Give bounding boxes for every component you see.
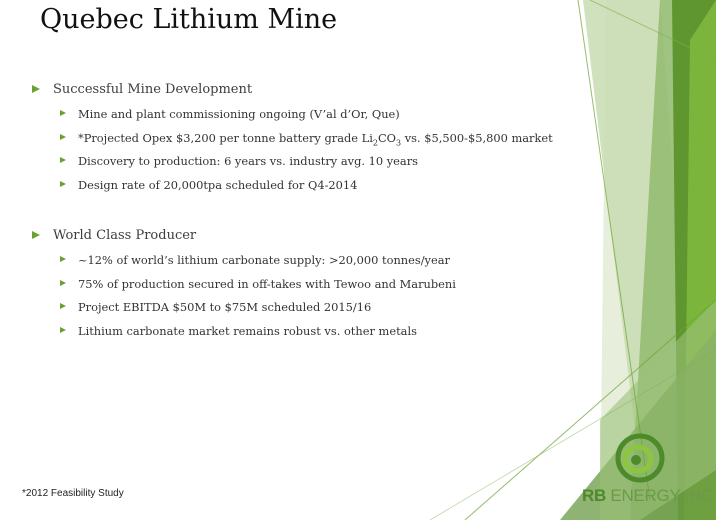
- list-item: [32, 275, 456, 299]
- footnote: *2012 Feasibility Study: [22, 488, 124, 499]
- list-item: [32, 176, 553, 200]
- list-item: [32, 298, 456, 322]
- list-item: [32, 251, 456, 275]
- section-heading-text: World Class Producer: [53, 228, 197, 243]
- triangle-bullet-icon: [60, 256, 66, 262]
- triangle-bullet-icon: [60, 280, 66, 286]
- triangle-bullet-icon: [60, 303, 66, 309]
- logo-mark-text: RB: [582, 486, 606, 505]
- triangle-bullet-icon: [60, 110, 66, 116]
- logo-name-text: ENERGY INC: [610, 486, 713, 505]
- list-item-text: Lithium carbonate market remains robust vs. other metals: [78, 324, 417, 339]
- list-item-text: Design rate of 20,000tpa scheduled for Q4-2014: [78, 178, 358, 193]
- list-item-text: Project EBITDA $50M to $75M scheduled 2015/16: [78, 300, 372, 315]
- list-item-text: Discovery to production: 6 years vs. industry avg. 10 years: [78, 154, 418, 169]
- section-heading-text: Successful Mine Development: [53, 82, 253, 97]
- triangle-bullet-icon: [60, 327, 66, 333]
- list-item-text: ~12% of world’s lithium carbonate supply: >20,000 tonnes/year: [78, 253, 450, 267]
- triangle-bullet-icon: [32, 85, 40, 93]
- logo-swirl-icon: [582, 432, 708, 486]
- slide-title: Quebec Lithium Mine: [40, 4, 338, 35]
- triangle-bullet-icon: [60, 157, 66, 163]
- triangle-bullet-icon: [32, 231, 40, 239]
- list-item: [32, 105, 553, 129]
- section-mine-development: [32, 79, 553, 200]
- list-item: [32, 129, 553, 153]
- list-item: [32, 152, 553, 176]
- triangle-bullet-icon: [60, 181, 66, 187]
- list-item-text: 75% of production secured in off-takes with Tewoo and Marubeni: [78, 276, 456, 291]
- section-heading: [32, 79, 553, 101]
- section-heading: [32, 225, 456, 247]
- triangle-bullet-icon: [60, 134, 66, 140]
- logo-wordmark: [582, 486, 713, 506]
- section-world-class-producer: [32, 225, 456, 346]
- company-logo: [582, 432, 713, 510]
- list-item-text: *Projected Opex $3,200 per tonne battery grade $Li_2CO_3$ vs. $5,500-$5,800 market: [78, 130, 553, 147]
- list-item: [32, 322, 456, 346]
- list-item-text: Mine and plant commissioning ongoing (V’al d’Or, Que): [78, 107, 400, 121]
